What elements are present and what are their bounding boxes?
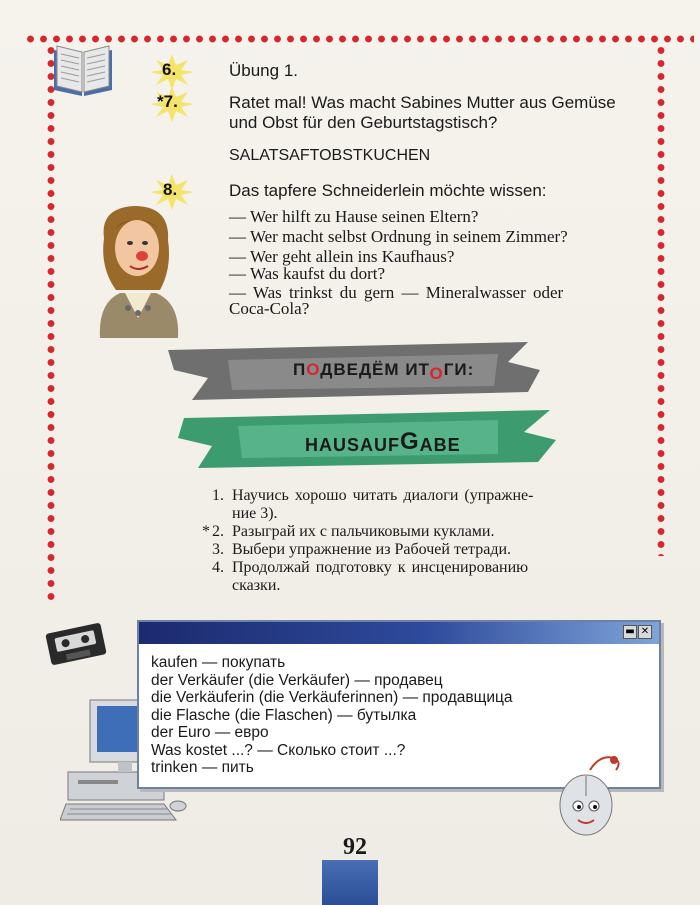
homework-item: 4. Продолжай подготовку к инсценированию сказки. xyxy=(212,559,529,594)
mouse-icon xyxy=(550,750,630,840)
vocab-entry: der Euro — евро xyxy=(151,724,269,741)
exercise-7-answer: SALATSAFTOBSTKUCHEN xyxy=(229,147,431,164)
exercise-7-text-line1: Ratet mal! Was macht Sabines Mutter aus Gemüse xyxy=(229,93,616,112)
window-title-bar xyxy=(139,622,659,644)
red-dotted-border-left xyxy=(45,44,57,604)
cassette-icon xyxy=(44,622,108,666)
vocab-entry: der Verkäufer (die Verkäufer) — продавец xyxy=(151,671,443,689)
vocab-entry: kaufen — покупать xyxy=(151,654,286,671)
girl-illustration xyxy=(90,198,186,338)
vocab-entry: die Flasche (die Flaschen) — бутылка xyxy=(151,706,417,724)
summary-title: ПОДВЕДЁМ ИТОГИ: xyxy=(293,360,475,383)
page-number: 92 xyxy=(343,834,367,860)
exercise-7-number: *7. xyxy=(157,92,178,111)
exercise-8-question: Coca-Cola? xyxy=(229,299,310,318)
vocabulary-list xyxy=(151,654,513,777)
page-number-tab xyxy=(322,860,378,905)
exercise-8-question: — Was trinkst du gern — Mineralwasser oder xyxy=(229,283,564,302)
red-dotted-border-right xyxy=(655,44,667,556)
close-button[interactable]: ✕ xyxy=(638,625,652,639)
homework-list xyxy=(202,487,667,595)
exercise-6-number: 6. xyxy=(162,60,177,79)
exercise-8-intro: Das tapfere Schneiderlein möchte wissen: xyxy=(229,181,547,200)
homework-item: * 2. Разыграй их с пальчиковыми куклами. xyxy=(202,523,495,540)
exercise-7-text-line2: und Obst für den Geburtstagstisch? xyxy=(229,113,498,132)
homework-item: 3. Выбери упражнение из Рабочей тетради. xyxy=(212,541,512,558)
homework-item: 1. Научись хорошо читать диалоги (упражне- ние 3). xyxy=(212,487,534,522)
vocab-entry: die Verkäuferin (die Verkäuferinnen) — продавщица xyxy=(151,689,513,706)
exercise-8-question: — Was kaufst du dort? xyxy=(229,264,386,283)
exercise-6-text: Übung 1. xyxy=(229,61,298,80)
exercise-8-number: 8. xyxy=(163,180,178,199)
book-icon xyxy=(50,40,116,98)
exercise-8-question: — Wer macht selbst Ordnung in seinem Zimmer? xyxy=(229,227,568,246)
exercise-8-question: — Wer geht allein ins Kaufhaus? xyxy=(229,247,455,266)
homework-title: HAUSAUFGABE xyxy=(305,428,461,455)
minimize-button[interactable]: ▬ xyxy=(623,625,637,639)
vocab-entry: Was kostet ...? — Сколько стоит ...? xyxy=(151,741,406,759)
vocab-entry: trinken — пить xyxy=(151,759,254,776)
exercise-8-question: — Wer hilft zu Hause seinen Eltern? xyxy=(229,207,479,226)
red-dotted-border-top xyxy=(24,34,694,44)
